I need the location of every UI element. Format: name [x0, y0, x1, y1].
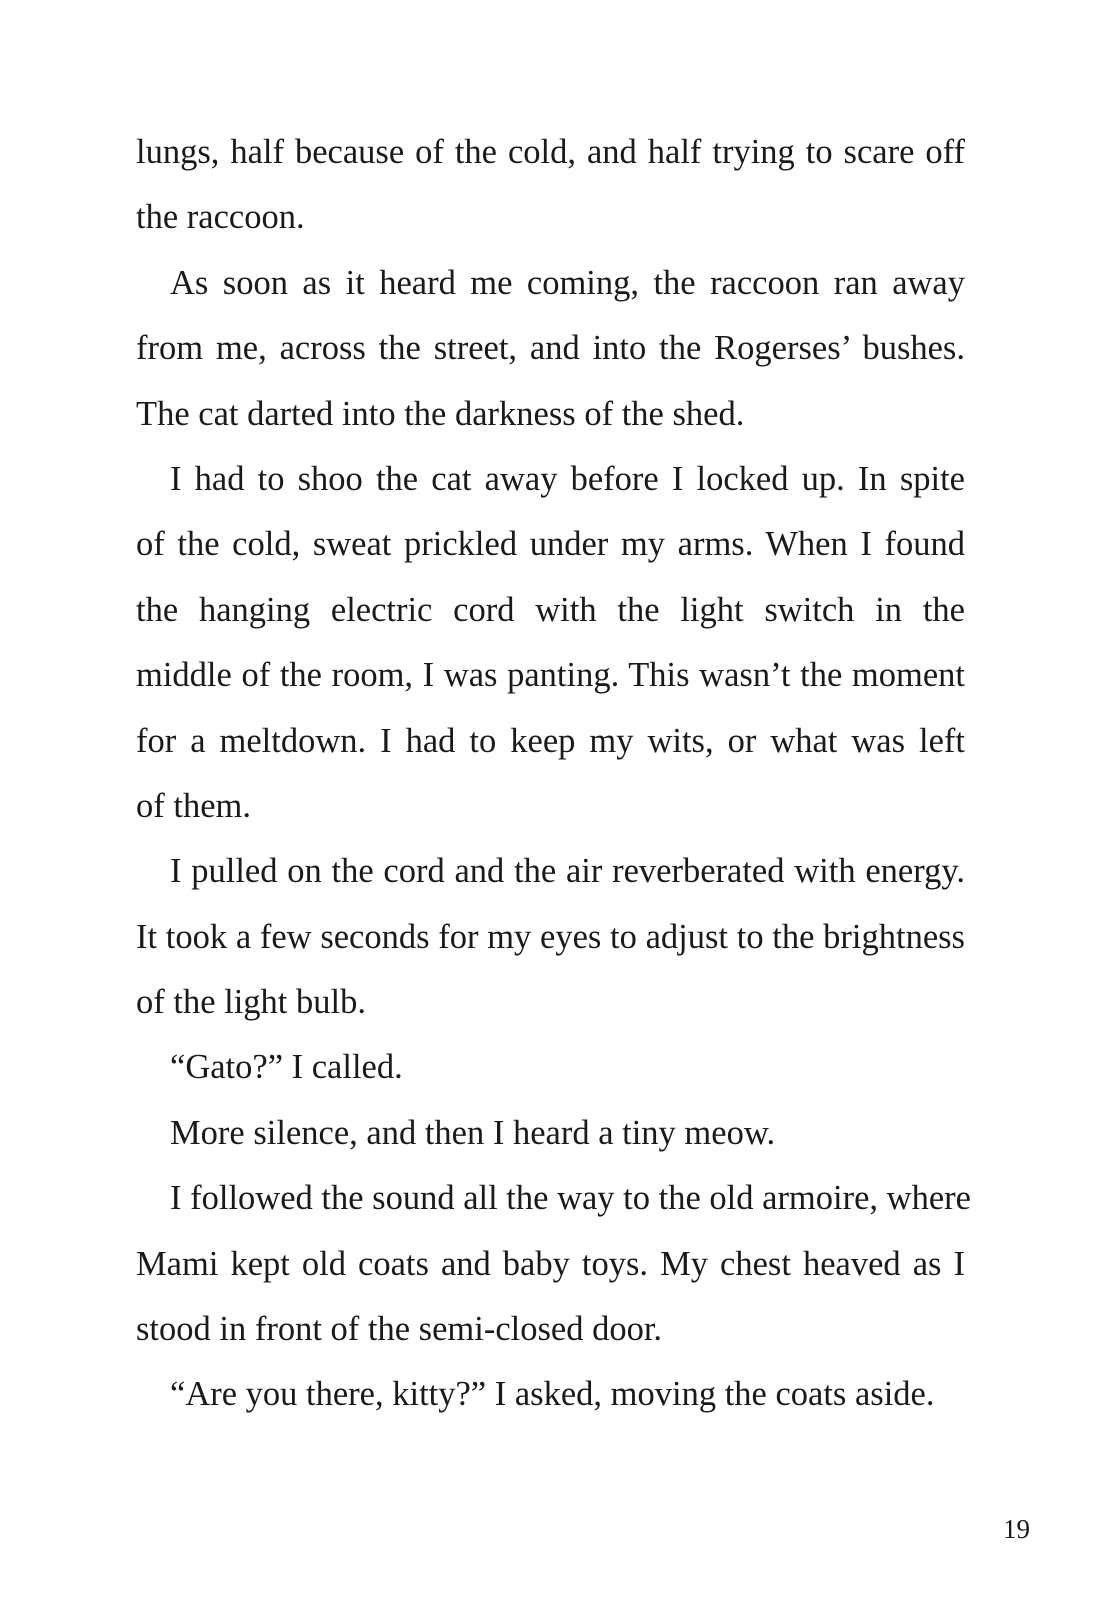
- text-line: of the cold, sweat prickled under my arms. When I found: [136, 525, 965, 564]
- paragraph: [136, 1166, 971, 1362]
- text-line: of the light bulb.: [136, 983, 366, 1022]
- paragraph: [136, 251, 965, 447]
- text-line: It took a few seconds for my eyes to adjust to the brightness: [136, 917, 965, 956]
- text-line: “Gato?” I called.: [170, 1048, 403, 1087]
- text-line: The cat darted into the darkness of the shed.: [136, 394, 745, 433]
- text-line: of them.: [136, 786, 251, 825]
- text-line: Mami kept old coats and baby toys. My chest heaved as I: [136, 1244, 965, 1283]
- text-line: middle of the room, I was panting. This wasn’t the moment: [136, 656, 965, 695]
- paragraph: [136, 1035, 965, 1100]
- page-number: 19: [1003, 1514, 1030, 1544]
- page-body: [136, 120, 971, 1428]
- text-line: stood in front of the semi-closed door.: [136, 1310, 663, 1349]
- text-line: for a meltdown. I had to keep my wits, or what was left: [136, 721, 965, 760]
- paragraph: [136, 839, 965, 1035]
- text-line: I had to shoo the cat away before I locked up. In spite: [170, 459, 965, 498]
- text-line: lungs, half because of the cold, and half trying to scare off: [136, 133, 965, 171]
- text-line: the hanging electric cord with the light switch in the: [136, 590, 965, 629]
- text-line: I pulled on the cord and the air reverberated with energy.: [170, 852, 965, 891]
- text-line: the raccoon.: [136, 198, 305, 237]
- paragraph: [136, 120, 965, 251]
- text-line: More silence, and then I heard a tiny meow.: [170, 1113, 776, 1152]
- text-line: I followed the sound all the way to the old armoire, where: [170, 1179, 971, 1218]
- paragraph: [136, 1362, 965, 1427]
- text-line: As soon as it heard me coming, the raccoon ran away: [170, 263, 965, 302]
- text-line: “Are you there, kitty?” I asked, moving the coats aside.: [170, 1375, 935, 1414]
- paragraph: [136, 447, 965, 839]
- text-line: from me, across the street, and into the Rogerses’ bushes.: [136, 329, 965, 368]
- paragraph: [136, 1101, 965, 1166]
